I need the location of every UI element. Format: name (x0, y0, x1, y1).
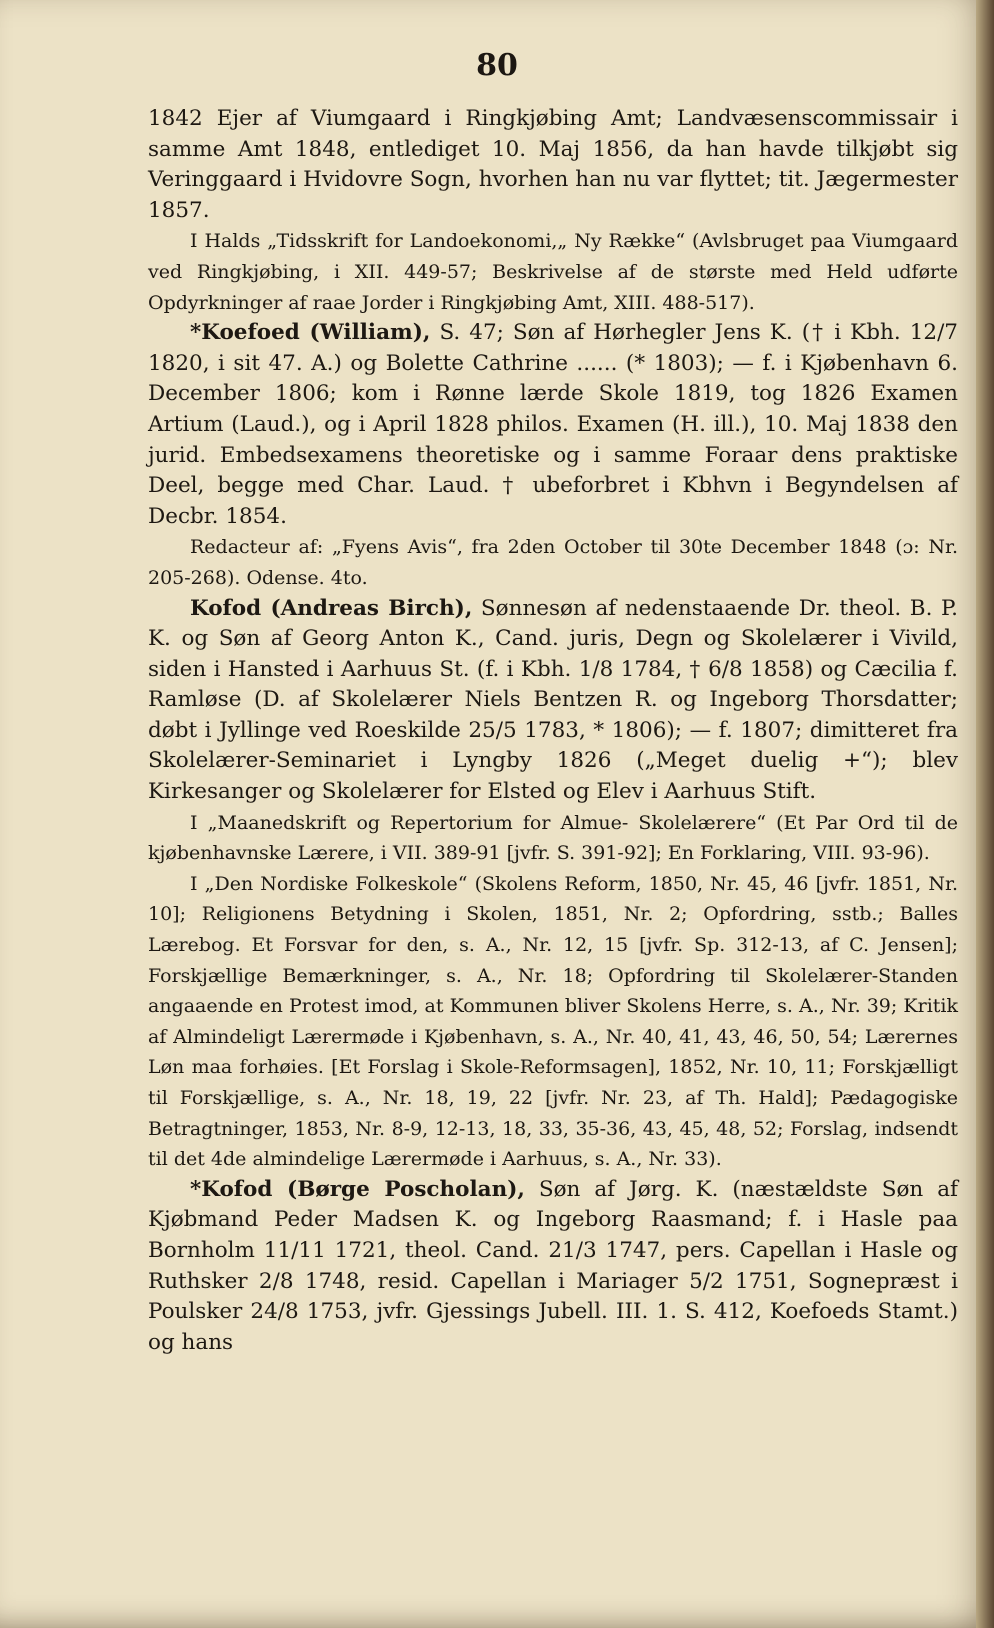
entry-kofod-borge-poscholan (148, 1175, 958, 1359)
paragraph-halds-tidsskrift: I Halds „Tidsskrift for Landoekonomi,„ Ny Række“ (Avlsbruget paa Viumgaard ved Ringkjøbing, i XII. 449‑57; Beskrivelse af de største med Held udførte Opdyrkninger af raae Jorder i Ringkjøbing Amt, XIII. 488‑517). (148, 230, 958, 314)
page-spine-shadow (976, 0, 994, 1628)
entry-body: S. 47; Søn af Hørhegler Jens K. († i Kbh. 12/7 1820, i sit 47. A.) og Bolette Cathrine ...... (* 1803); — f. i Kjøbenhavn 6. December 1806; kom i Rønne lærde Skole 1819, tog 1826 Examen Artium (Laud.), og i April 1828 philos. Examen (H. ill.), 10. Maj 1838 den jurid. Embedsexamens theoretiske og i samme Foraar dens praktiske Deel, begge med Char. Laud. † ubeforbret i Kbhvn i Begyndelsen af Decbr. 1854. (148, 320, 958, 529)
entry-body: Søn af Jørg. K. (næstældste Søn af Kjøbmand Peder Madsen K. og Ingeborg Raasmand; f. i Hasle paa Bornholm 11/11 1721, theol. Cand. 21/3 1747, pers. Capellan i Hasle og Ruthsker 2/8 1748, resid. Capellan i Mariager 5/2 1751, Sognepræst i Poulsker 24/8 1753, jvfr. Gjessings Jubell. III. 1. S. 412, Koefoeds Stamt.) og hans (148, 1176, 958, 1355)
entry-head: *Kofod (Børge Poscholan), (190, 1176, 525, 1202)
entry-head: Kofod (Andreas Birch), (190, 595, 473, 621)
paragraph-nordiske-folkeskole: I „Den Nordiske Folkeskole“ (Skolens Reform, 1850, Nr. 45, 46 [jvfr. 1851, Nr. 10]; Religionens Betydning i Skolen, 1851, Nr. 2; Opfordring, sstb.; Balles Lærebog. Et Forsvar for den, s. A., Nr. 12, 15 [jvfr. Sp. 312‑13, af C. Jensen]; Forskjællige Bemærkninger, s. A., Nr. 18; Opfordring til Skolelærer‑Standen angaaende en Protest imod, at Kommunen bliver Skolens Herre, s. A., Nr. 39; Kritik af Almindeligt Lærermøde i Kjøbenhavn, s. A., Nr. 40, 41, 43, 46, 50, 54; Lærernes Løn maa forhøies. [Et Forslag i Skole‑Reformsagen], 1852, Nr. 10, 11; Forskjælligt til Forskjællige, s. A., Nr. 18, 19, 22 [jvfr. Nr. 23, af Th. Hald]; Pædagogiske Betragtninger, 1853, Nr. 8‑9, 12‑13, 18, 33, 35‑36, 43, 45, 48, 52; Forslag, indsendt til det 4de almindelige Lærermøde i Aarhuus, s. A., Nr. 33). (148, 872, 958, 1171)
paragraph-viumgaard-career: 1842 Ejer af Viumgaard i Ringkjøbing Amt; Landvæsenscommissair i samme Amt 1848, entlediget 10. Maj 1856, da han havde tilkjøbt sig Veringgaard i Hvidovre Sogn, hvorhen han nu var flyttet; tit. Jægermester 1857. (148, 106, 958, 223)
entry-head: *Koefoed (William), (190, 320, 431, 346)
page-number: 80 (476, 48, 518, 83)
page-body (148, 104, 958, 1358)
entry-kofod-andreas-birch (148, 594, 958, 808)
paragraph-maanedskrift: I „Maanedskrift og Repertorium for Almue‑ Skolelærere“ (Et Par Ord til de kjøbenhavnske Lærere, i VII. 389‑91 [jvfr. S. 391‑92]; En Forklaring, VIII. 93‑96). (148, 811, 958, 865)
entry-body: Sønnesøn af nedenstaaende Dr. theol. B. P. K. og Søn af Georg Anton K., Cand. juris, Degn og Skolelærer i Vivild, siden i Hansted i Aarhuus St. (f. i Kbh. 1/8 1784, † 6/8 1858) og Cæcilia f. Ramløse (D. af Skolelærer Niels Bentzen R. og Ingeborg Thorsdatter; døbt i Jyllinge ved Roeskilde 25/5 1783, * 1806); — f. 1807; dimitteret fra Skolelærer‑Seminariet i Lyngby 1826 („Meget duelig +“); blev Kirkesanger og Skolelærer for Elsted og Elev i Aarhuus Stift. (148, 595, 958, 805)
entry-koefoed-william (148, 318, 958, 532)
paragraph-fyens-avis: Redacteur af: „Fyens Avis“, fra 2den October til 30te December 1848 (ɔ: Nr. 205‑268). Odense. 4to. (148, 536, 958, 589)
